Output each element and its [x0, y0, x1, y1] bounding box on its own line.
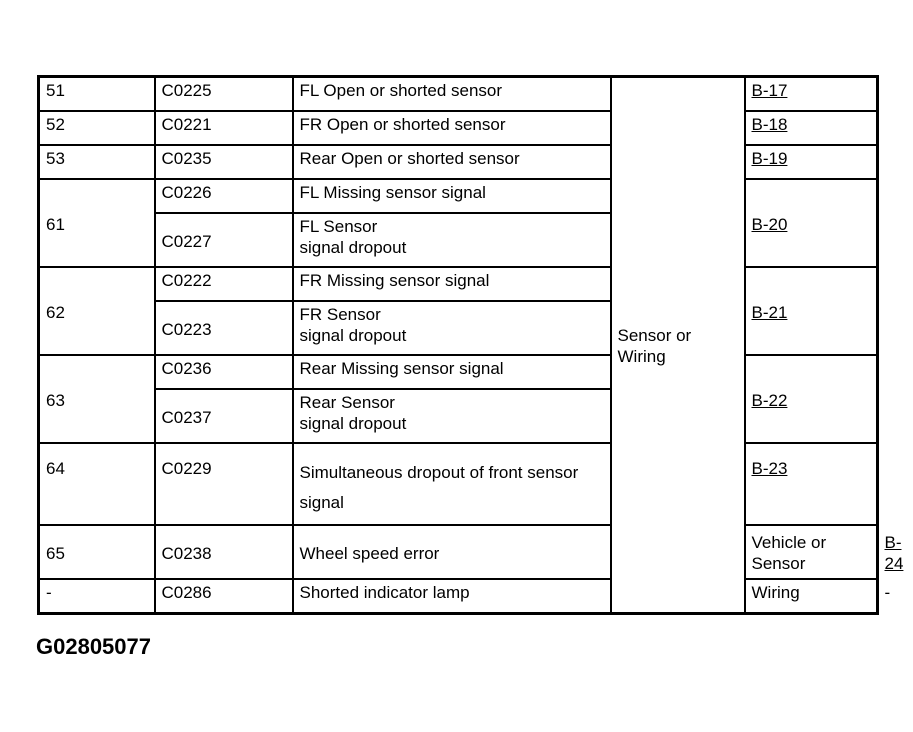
table-row: [39, 179, 878, 213]
reference-cell: [745, 111, 878, 145]
dtc-code: C0221: [155, 111, 293, 145]
description: FR Open or shorted sensor: [293, 111, 611, 145]
reference-link[interactable]: B-19: [751, 149, 788, 168]
description-line-2: signal dropout: [299, 326, 407, 345]
row-number: 51: [39, 77, 155, 112]
table-row: [39, 525, 878, 579]
row-number: 52: [39, 111, 155, 145]
dtc-code: C0238: [155, 525, 293, 579]
description: Rear Open or shorted sensor: [293, 145, 611, 179]
reference-link[interactable]: B-23: [751, 459, 788, 478]
reference-link[interactable]: B-17: [751, 81, 788, 100]
figure-id: G02805077: [36, 634, 151, 659]
description: [293, 301, 611, 355]
table-row: [39, 145, 878, 179]
cause-line-2: Wiring: [617, 347, 666, 366]
cause-line-1: Vehicle or: [751, 533, 827, 552]
description-line-1: Rear Sensor: [299, 393, 395, 412]
description-line-1: FR Sensor: [299, 305, 381, 324]
reference-cell: [745, 145, 878, 179]
cause-line-2: Sensor: [751, 554, 806, 573]
reference-cell: [745, 355, 878, 443]
table-row: [39, 355, 878, 389]
reference-link[interactable]: B-18: [751, 115, 788, 134]
row-number: -: [39, 579, 155, 614]
reference-cell: [745, 77, 878, 112]
dtc-code: C0225: [155, 77, 293, 112]
table-row: - C0286 Shorted indicator lamp Wiring -: [39, 579, 878, 614]
row-number: 53: [39, 145, 155, 179]
reference-link[interactable]: B-20: [751, 214, 788, 234]
dtc-code: C0222: [155, 267, 293, 301]
reference-link[interactable]: B-21: [751, 302, 788, 322]
description-line-2: signal dropout: [299, 414, 407, 433]
dtc-code: C0229: [155, 443, 293, 525]
table-row: [39, 267, 878, 301]
table-row: [39, 443, 878, 525]
description: [293, 213, 611, 267]
dtc-code: C0236: [155, 355, 293, 389]
row-number: 65: [39, 525, 155, 579]
description: Rear Missing sensor signal: [293, 355, 611, 389]
dtc-code: C0286: [155, 579, 293, 614]
description: Wheel speed error: [293, 525, 611, 579]
description: [293, 443, 611, 525]
dtc-code: C0226: [155, 179, 293, 213]
description: FL Open or shorted sensor: [293, 77, 611, 112]
cause-cell: Wiring: [745, 579, 878, 614]
description: Shorted indicator lamp: [293, 579, 611, 614]
dtc-code: C0227: [155, 213, 293, 267]
dtc-code: C0235: [155, 145, 293, 179]
reference-link[interactable]: B-24: [884, 533, 904, 573]
dtc-table: [37, 75, 904, 615]
description-line-2: signal dropout: [299, 238, 407, 257]
description: FL Missing sensor signal: [293, 179, 611, 213]
merged-cause-cell: [611, 77, 745, 614]
description: [293, 389, 611, 443]
reference-cell: [745, 267, 878, 355]
row-number: 62: [39, 267, 155, 355]
cause-line-1: Sensor or: [617, 326, 692, 345]
reference-cell: [745, 443, 878, 525]
reference-link[interactable]: B-22: [751, 390, 788, 410]
description: FR Missing sensor signal: [293, 267, 611, 301]
description-line-1: FL Sensor: [299, 217, 378, 236]
cause-cell: [745, 525, 878, 579]
dtc-code: C0223: [155, 301, 293, 355]
row-number: 63: [39, 355, 155, 443]
row-number: 64: [39, 443, 155, 525]
table-row: [39, 77, 878, 112]
description-line-2: signal: [299, 493, 344, 512]
row-number: 61: [39, 179, 155, 267]
description-line-1: Simultaneous dropout of front sensor: [299, 463, 579, 482]
dtc-code: C0237: [155, 389, 293, 443]
table-row: [39, 111, 878, 145]
reference-cell: [745, 179, 878, 267]
